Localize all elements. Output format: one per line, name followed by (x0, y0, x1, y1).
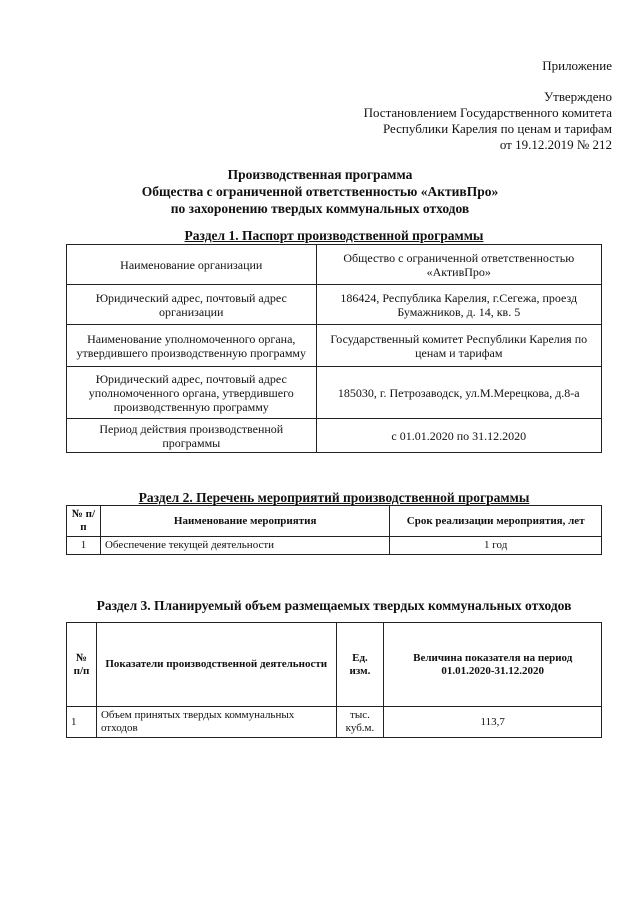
document-title (0, 166, 640, 217)
approval-line: Республики Карелия по ценам и тарифам (382, 121, 612, 136)
passport-label: Наименование уполномоченного органа, утвердившего производственную программу (67, 325, 317, 367)
table-row (67, 325, 602, 367)
passport-label: Наименование организации (67, 245, 317, 285)
section3-title: Раздел 3. Планируемый объем размещаемых твердых коммунальных отходов (96, 598, 572, 613)
table-row (67, 419, 602, 453)
passport-value: Государственный комитет Республики Карелия по ценам и тарифам (316, 325, 601, 367)
approval-line: от 19.12.2019 № 212 (499, 137, 612, 152)
table-row (67, 245, 602, 285)
cell-num: 1 (67, 707, 97, 738)
measures-table (66, 505, 602, 555)
col-header-value: Величина показателя на период 01.01.2020-31.12.2020 (384, 623, 602, 707)
col-header-unit: Ед. изм. (336, 623, 384, 707)
passport-label: Юридический адрес, почтовый адрес уполномоченного органа, утвердившего производственную программу (67, 367, 317, 419)
col-header-num: № п/п (67, 623, 97, 707)
approval-line: Утверждено (543, 89, 612, 104)
table-row (67, 285, 602, 325)
cell-name: Обеспечение текущей деятельности (100, 537, 389, 555)
col-header-num: № п/п (67, 506, 101, 537)
cell-num: 1 (67, 537, 101, 555)
col-header-term: Срок реализации мероприятия, лет (390, 506, 602, 537)
title-line: Производственная программа (227, 167, 413, 182)
appendix-label: Приложение (542, 58, 612, 73)
passport-value: с 01.01.2020 по 31.12.2020 (316, 419, 601, 453)
title-line: по захоронению твердых коммунальных отходов (170, 201, 470, 216)
cell-unit: тыс. куб.м. (336, 707, 384, 738)
table-row (67, 707, 602, 738)
section1-title: Раздел 1. Паспорт производственной программы (184, 228, 484, 243)
approval-block (300, 89, 612, 153)
table-header-row (67, 506, 602, 537)
passport-table (66, 244, 602, 453)
col-header-indicator: Показатели производственной деятельности (96, 623, 336, 707)
cell-indicator: Объем принятых твердых коммунальных отходов (96, 707, 336, 738)
section2-title: Раздел 2. Перечень мероприятий производственной программы (138, 490, 530, 505)
volume-table (66, 622, 602, 738)
cell-term: 1 год (390, 537, 602, 555)
table-row (67, 367, 602, 419)
table-row (67, 537, 602, 555)
passport-value: 185030, г. Петрозаводск, ул.М.Мерецкова, д.8-а (316, 367, 601, 419)
passport-value: 186424, Республика Карелия, г.Сегежа, проезд Бумажников, д. 14, кв. 5 (316, 285, 601, 325)
passport-label: Юридический адрес, почтовый адрес организации (67, 285, 317, 325)
approval-line: Постановлением Государственного комитета (363, 105, 612, 120)
cell-value: 113,7 (384, 707, 602, 738)
table-header-row (67, 623, 602, 707)
title-line: Общества с ограниченной ответственностью «АктивПро» (141, 184, 499, 199)
passport-value: Общество с ограниченной ответственностью «АктивПро» (316, 245, 601, 285)
col-header-name: Наименование мероприятия (100, 506, 389, 537)
passport-label: Период действия производственной программы (67, 419, 317, 453)
